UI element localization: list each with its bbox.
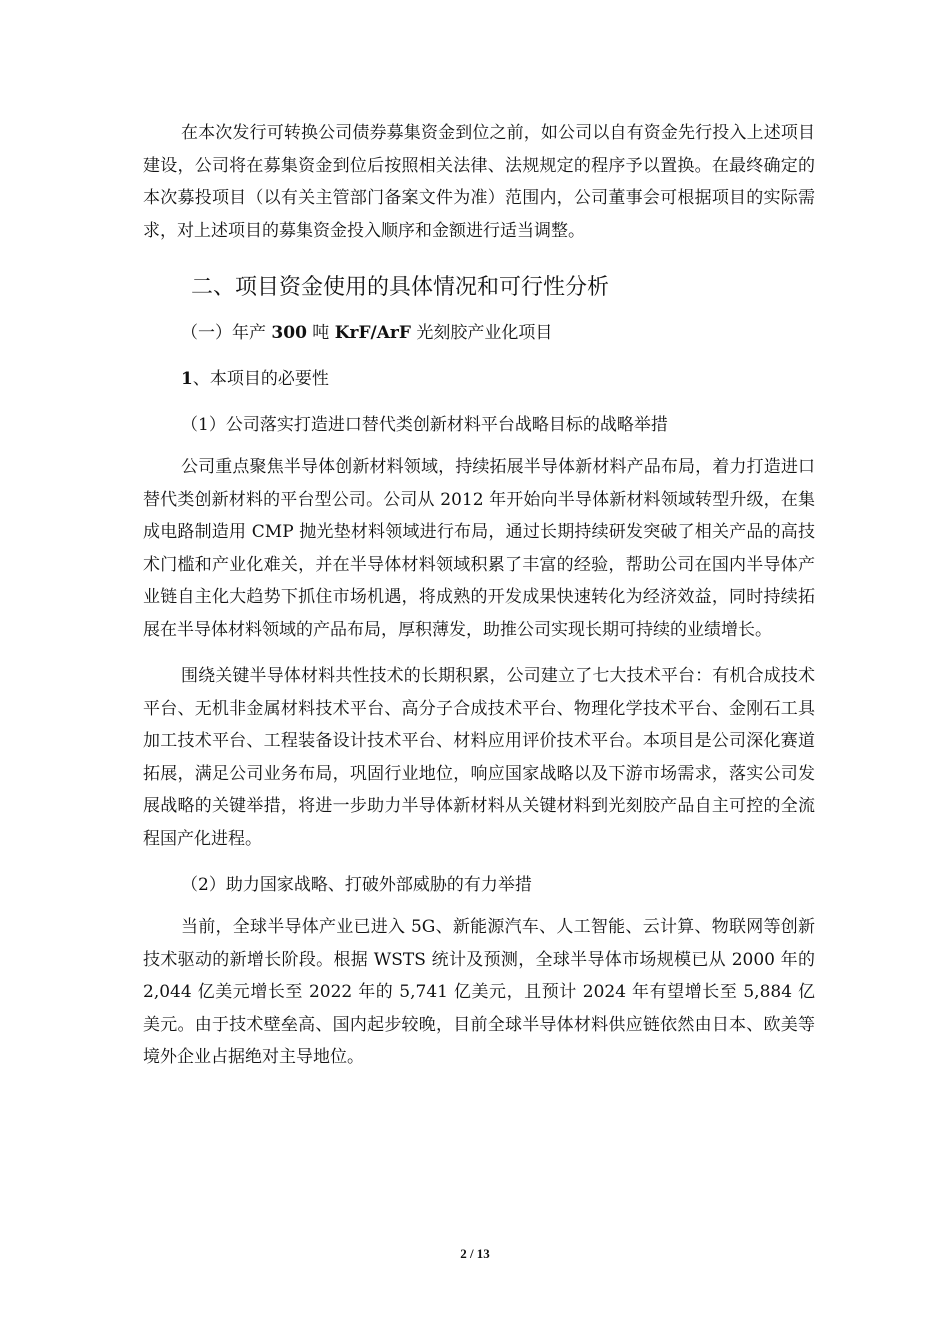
point-heading-national-strategy: （2）助力国家战略、打破外部威胁的有力举措	[181, 875, 532, 895]
section-heading-feasibility: 二、项目资金使用的具体情况和可行性分析	[191, 275, 610, 300]
subsection-capacity: 300	[271, 323, 307, 343]
paragraph-technology-platforms: 围绕关键半导体材料共性技术的长期积累，公司建立了七大技术平台：有机合成技术平台、无机非金属材料技术平台、高分子合成技术平台、物理化学技术平台、金刚石工具加工技术平台、工程装备设计技术平台、材料应用评价技术平台。本项目是公司深化赛道拓展，满足公司业务布局，巩固行业地位，响应国家战略以及下游市场需求，落实公司发展战略的关键举措，将进一步助力半导体新材料从关键材料到光刻胶产品自主可控的全流程国产化进程。	[143, 666, 815, 849]
point-heading-strategy: （1）公司落实打造进口替代类创新材料平台战略目标的战略举措	[181, 415, 668, 435]
paragraph-fundraising-replacement: 在本次发行可转换公司债券募集资金到位之前，如公司以自有资金先行投入上述项目建设，公司将在募集资金到位后按照相关法律、法规规定的程序予以置换。在最终确定的本次募投项目（以有关主管部门备案文件为准）范围内，公司董事会可根据项目的实际需求，对上述项目的募集资金投入顺序和金额进行适当调整。	[143, 123, 815, 241]
item-heading-necessity	[143, 363, 815, 395]
page-number: 2 / 13	[460, 1246, 490, 1261]
subsection-unit: 吨	[306, 323, 335, 343]
document-body	[143, 117, 815, 1074]
subsection-prefix: （一）年产	[181, 323, 272, 343]
subsection-product-type: KrF/ArF	[334, 323, 411, 343]
item-number: 1	[181, 369, 193, 389]
subsection-heading-photoresist-project	[143, 317, 815, 349]
item-text: 、本项目的必要性	[192, 369, 329, 389]
subsection-suffix: 光刻胶产业化项目	[410, 323, 553, 343]
paragraph-company-focus: 公司重点聚焦半导体创新材料领域，持续拓展半导体新材料产品布局，着力打造进口替代类创新材料的平台型公司。公司从 2012 年开始向半导体新材料领域转型升级，在集成电路制造用 CMP 抛光垫材料领域进行布局，通过长期持续研发突破了相关产品的高技术门槛和产业化难关，并在半导体材料领域积累了丰富的经验，帮助公司在国内半导体产业链自主化大趋势下抓住市场机遇，将成熟的开发成果快速转化为经济效益，同时持续拓展在半导体材料领域的产品布局，厚积薄发，助推公司实现长期可持续的业绩增长。	[143, 457, 815, 640]
paragraph-market-overview: 当前，全球半导体产业已进入 5G、新能源汽车、人工智能、云计算、物联网等创新技术驱动的新增长阶段。根据 WSTS 统计及预测，全球半导体市场规模已从 2000 年的 2,044 亿美元增长至 2022 年的 5,741 亿美元，且预计 2024 年有望增长至 5,884 亿美元。由于技术壁垒高、国内起步较晚，目前全球半导体材料供应链依然由日本、欧美等境外企业占据绝对主导地位。	[143, 917, 815, 1067]
